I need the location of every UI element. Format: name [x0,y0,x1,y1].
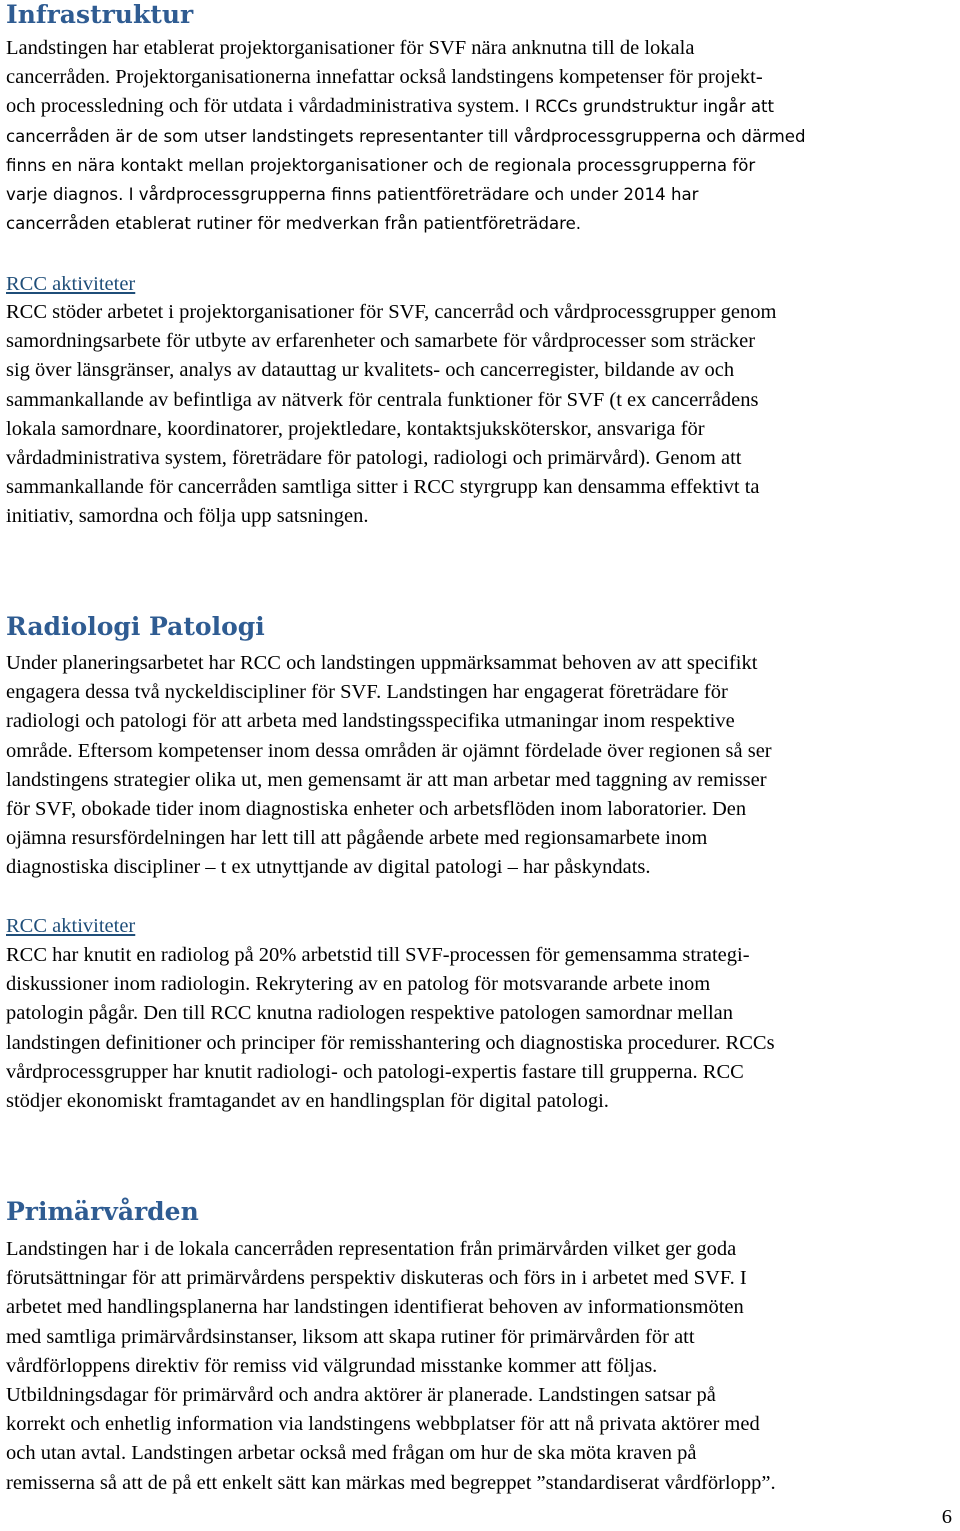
text-line: diagnostiska discipliner – t ex utnyttjande av digital patologi – har påskyndats. [6,856,651,879]
text-line: för SVF, obokade tider inom diagnostiska enheter och arbetsflöden inom laboratorier. Den [6,798,747,821]
section-heading-radiologi-patologi: Radiologi Patologi [6,612,265,641]
text-line: remisserna så att de på ett enkelt sätt kan märkas med begreppet ”standardiserat vårdförlopp”. [6,1471,776,1494]
text-line: Utbildningsdagar för primärvård och andra aktörer är planerade. Landstingen satsar på [6,1384,716,1407]
text-line: sammankallande för cancerråden samtliga sitter i RCC styrgrupp kan densamma effektivt ta [6,476,760,499]
text-line: Landstingen har i de lokala cancerråden representation från primärvården vilket ger goda [6,1238,737,1260]
text-line: cancerråden. Projektorganisationerna innefattar också landstingens kompetenser för projekt- [6,66,763,89]
section-heading-primarvarden: Primärvården [6,1197,199,1226]
text-line: stödjer ekonomiskt framtagandet av en handlingsplan för digital patologi. [6,1090,609,1113]
text-line: cancerråden är de som utser landstingets representanter till vårdprocessgrupperna och därmed [6,126,806,146]
text-segment: och processledning och för utdata i vårdadministrativa system. [6,95,520,118]
text-line: initiativ, samordna och följa upp satsningen. [6,505,369,528]
text-line: vårdprocessgrupper har knutit radiologi- och patologi-expertis fastare till grupperna. RCC [6,1060,744,1083]
text-line: korrekt och enhetlig information via landstingens webbplatser för att nå privata aktörer med [6,1413,760,1436]
text-line: landstingens strategier olika ut, men gemensamt är att man arbetar med taggning av remisser [6,768,767,791]
page-number: 6 [941,1506,952,1528]
subheading-rcc-aktiviteter: RCC aktiviteter [6,273,136,295]
text-line: vårdförloppens direktiv för remiss vid välgrundad misstanke kommer att följas. [6,1354,658,1377]
text-line: med samtliga primärvårdsinstanser, liksom att skapa rutiner för primärvården för att [6,1325,695,1348]
text-line: område. Eftersom kompetenser inom dessa områden är ojämnt fördelade över regionen så ser [6,739,772,762]
paragraph-infrastruktur-intro [6,34,956,238]
text-line: lokala samordnare, koordinatorer, projektledare, kontaktsjuksköterskor, ansvariga för [6,417,705,440]
text-line: sammankallande av befintliga av nätverk för centrala funktioner för SVF (t ex cancerrådens [6,388,759,411]
section-heading-infrastruktur: Infrastruktur [6,0,194,29]
text-line: Under planeringsarbetet har RCC och landstingen uppmärksammat behoven av att specifikt [6,652,758,674]
text-line [6,92,956,121]
text-line: arbetet med handlingsplanerna har landstingen identifierat behoven av informationsmöten [6,1296,744,1319]
text-line: varje diagnos. I vårdprocessgrupperna finns patientföreträdare och under 2014 har [6,185,699,205]
text-line: sig över länsgränser, analys av datauttag ur kvalitets- och cancerregister, bildande av och [6,359,735,382]
text-line: Landstingen har etablerat projektorganisationer för SVF nära anknutna till de lokala [6,37,695,59]
subheading-rcc-aktiviteter: RCC aktiviteter [6,915,136,937]
text-line: RCC har knutit en radiolog på 20% arbetstid till SVF-processen för gemensamma strategi- [6,944,750,966]
text-line: engagera dessa två nyckeldiscipliner för SVF. Landstingen har engagerat företrädare för [6,681,728,704]
text-line: vårdadministrativa system, företrädare för patologi, radiologi och primärvård). Genom att [6,447,742,470]
paragraph-radiologi-patologi [6,649,956,883]
text-line: cancerråden etablerat rutiner för medverkan från patientföreträdare. [6,214,582,234]
text-line: landstingen definitioner och principer för remisshantering och diagnostiska procedurer. RCCs [6,1031,775,1054]
text-line: radiologi och patologi för att arbeta med landstingsspecifika utmaningar inom respektive [6,710,735,733]
text-line: och utan avtal. Landstingen arbetar också med frågan om hur de ska möta kraven på [6,1442,697,1465]
text-segment: I RCCs grundstruktur ingår att [519,97,775,117]
paragraph-rcc-aktiviteter [6,941,956,1116]
paragraph-rcc-aktiviteter [6,298,956,532]
text-line: RCC stöder arbetet i projektorganisationer för SVF, cancerråd och vårdprocessgrupper genom [6,301,777,323]
text-line: diskussioner inom radiologin. Rekrytering av en patolog för motsvarande arbete inom [6,973,711,996]
text-line: patologin pågår. Den till RCC knutna radiologen respektive patologen samordnar mellan [6,1002,734,1025]
paragraph-primarvarden [6,1235,956,1498]
text-line: ojämna resursfördelningen har lett till att pågående arbete med regionsamarbete inom [6,827,708,850]
text-line: förutsättningar för att primärvårdens perspektiv diskuteras och förs in i arbetet med SVF. I [6,1267,747,1290]
text-line: samordningsarbete för utbyte av erfarenheter och samarbete för vårdprocesser som sträcker [6,330,756,353]
text-line: finns en nära kontakt mellan projektorganisationer och de regionala processgrupperna för [6,155,756,175]
